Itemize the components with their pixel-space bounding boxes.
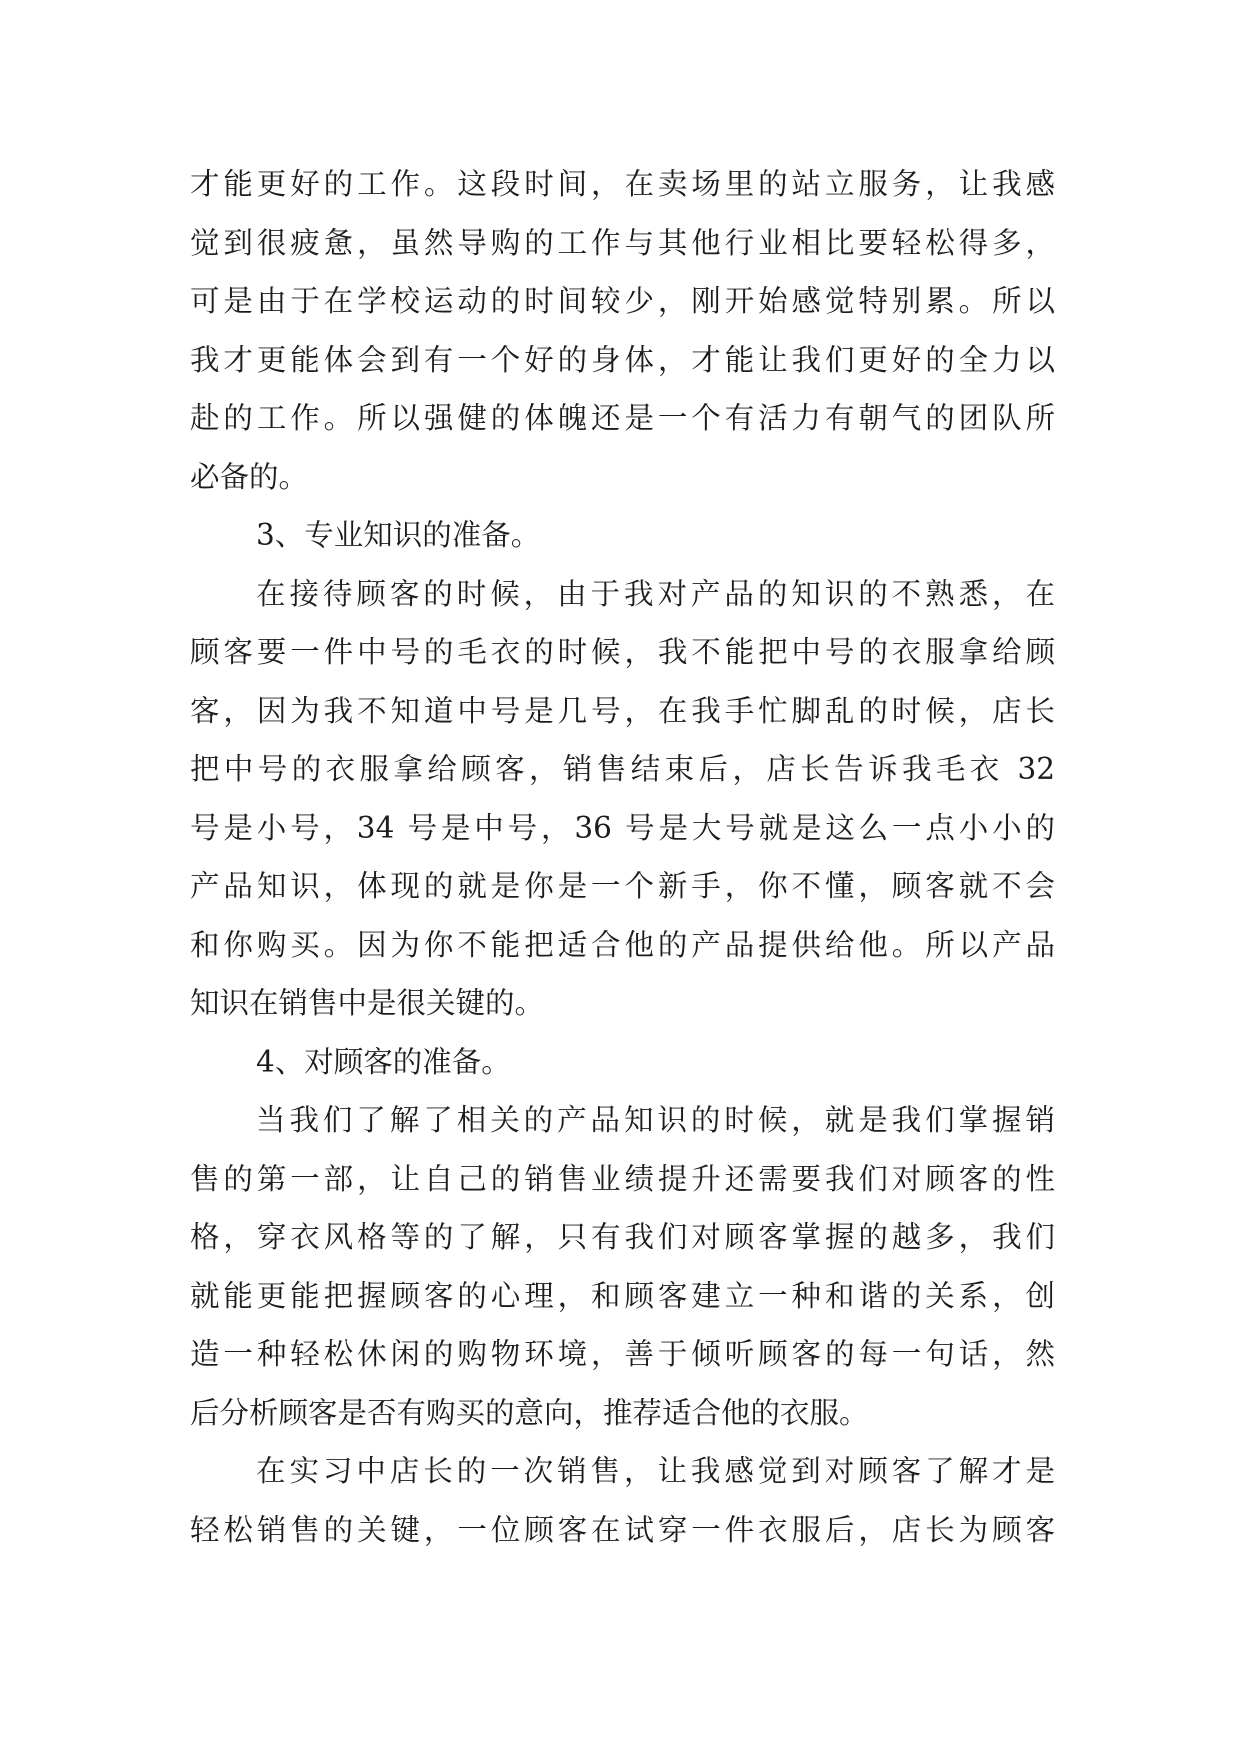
paragraph-first-line: 当我们了解了相关的产品知识的时候，就是我们掌握销	[256, 1103, 1055, 1137]
paragraph-first-line: 在实习中店长的一次销售，让我感觉到对顾客了解才是	[256, 1454, 1055, 1488]
text-line: 我才更能体会到有一个好的身体，才能让我们更好的全力以	[190, 342, 1055, 377]
text-line: 才能更好的工作。这段时间，在卖场里的站立服务，让我感	[190, 167, 1055, 201]
text-line: 格，穿衣风格等的了解，只有我们对顾客掌握的越多，我们	[190, 1220, 1055, 1254]
text-line: 知识在销售中是很关键的。	[190, 986, 545, 1020]
text-line: 造一种轻松休闲的购物环境，善于倾听顾客的每一句话，然	[190, 1337, 1055, 1371]
text-line: 顾客要一件中号的毛衣的时候，我不能把中号的衣服拿给顾	[190, 635, 1055, 669]
text-line: 轻松销售的关键，一位顾客在试穿一件衣服后，店长为顾客	[190, 1512, 1055, 1547]
section-heading: 4、对顾客的准备。	[256, 1044, 511, 1079]
text-line: 可是由于在学校运动的时间较少，刚开始感觉特别累。所以	[190, 284, 1055, 318]
text-line: 赴的工作。所以强健的体魄还是一个有活力有朝气的团队所	[190, 401, 1055, 435]
text-line: 就能更能把握顾客的心理，和顾客建立一种和谐的关系，创	[190, 1278, 1055, 1313]
text-line: 售的第一部，让自己的销售业绩提升还需要我们对顾客的性	[190, 1161, 1055, 1196]
body-text	[190, 155, 1055, 1559]
text-line: 觉到很疲惫，虽然导购的工作与其他行业相比要轻松得多，	[190, 225, 1055, 260]
paragraph-first-line: 在接待顾客的时候，由于我对产品的知识的不熟悉，在	[256, 576, 1055, 611]
text-line: 客，因为我不知道中号是几号，在我手忙脚乱的时候，店长	[190, 693, 1055, 728]
text-line: 后分析顾客是否有购买的意向，推荐适合他的衣服。	[190, 1395, 869, 1430]
text-line: 和你购买。因为你不能把适合他的产品提供给他。所以产品	[190, 927, 1055, 962]
text-line: 号是小号，34 号是中号，36 号是大号就是这么一点小小的	[190, 810, 1055, 845]
section-heading: 3、专业知识的准备。	[256, 518, 541, 552]
text-line: 必备的。	[190, 459, 309, 494]
text-line: 把中号的衣服拿给顾客，销售结束后，店长告诉我毛衣 32	[190, 752, 1055, 786]
text-line: 产品知识，体现的就是你是一个新手，你不懂，顾客就不会	[190, 869, 1055, 903]
